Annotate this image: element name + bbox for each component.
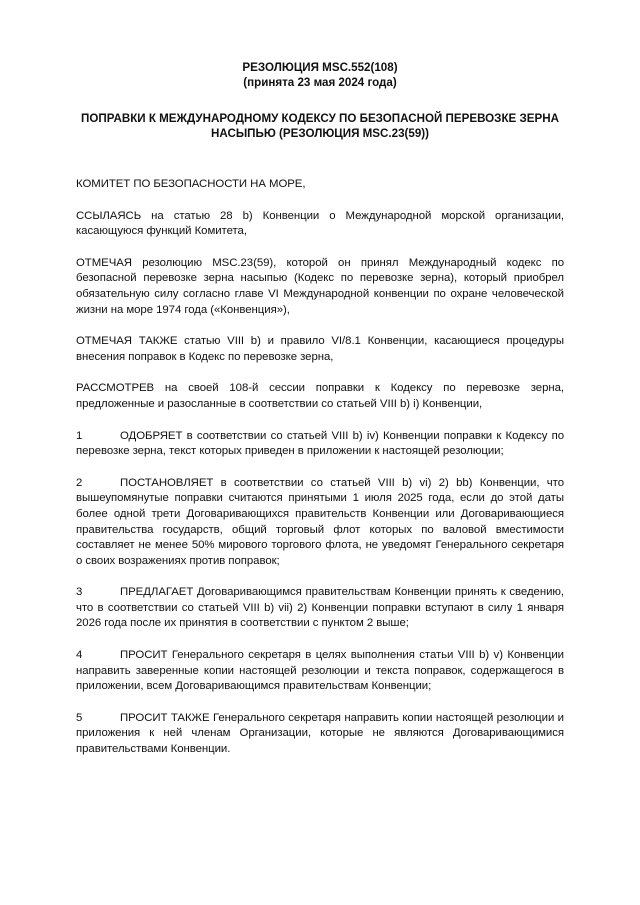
paragraph-number: 4: [76, 649, 83, 662]
operative-paragraph: [76, 585, 564, 632]
preamble-paragraph: ОТМЕЧАЯ резолюцию MSC.23(59), которой он принял Международный кодекс по безопасной перевозке зерна насыпью (Кодекс по перевозке зерна), который приобрел обязательную силу согласно главе VI Международной конвенции по охране человеческой жизни на море 1974 года («Конвенция»),: [76, 256, 564, 316]
preamble-paragraph: ОТМЕЧАЯ ТАКЖЕ статью VIII b) и правило VI/8.1 Конвенции, касающиеся процедуры внесения поправок в Кодекс по перевозке зерна,: [76, 335, 564, 363]
adoption-date: (принята 23 мая 2024 года): [243, 76, 397, 89]
document-title: ПОПРАВКИ К МЕЖДУНАРОДНОМУ КОДЕКСУ ПО БЕЗОПАСНОЙ ПЕРЕВОЗКЕ ЗЕРНА НАСЫПЬЮ (РЕЗОЛЮЦИЯ MSC.23(59)): [81, 112, 559, 140]
preamble-paragraph: РАССМОТРЕВ на своей 108-й сессии поправки к Кодексу по перевозке зерна, предложенные и разосланные в соответствии со статьей VIII b) i) Конвенции,: [76, 382, 564, 410]
paragraph-number: 2: [76, 476, 83, 489]
paragraph-text: ПРОСИТ Генерального секретаря в целях выполнения статьи VIII b) v) Конвенции направить заверенные копии настоящей резолюции и текста поправок, содержащегося в приложении, всем Договаривающимся правительствам Конвенции;: [76, 649, 564, 693]
paragraph-text: ПРОСИТ ТАКЖЕ Генерального секретаря направить копии настоящей резолюции и приложения к ней членам Организации, которые не являются Договаривающимися правительствами Конвенции.: [76, 711, 564, 756]
paragraph-text: ПОСТАНОВЛЯЕТ в соответствии со статьей VIII b) vi) 2) bb) Конвенции, что вышеупомянутые поправки считаются принятыми 1 июля 2025 года, если до этой даты более одной трети Договаривающихся правительств Конвенции или Договаривающиеся правительства государств, общий торговый флот которых по валовой вместимости составляет не менее 50% мирового торгового флота, не уведомят Генерального секретаря о своих возражениях против поправок;: [76, 476, 564, 567]
paragraph-number: 3: [76, 586, 83, 599]
operative-paragraph: [76, 711, 564, 758]
preamble-paragraph: КОМИТЕТ ПО БЕЗОПАСНОСТИ НА МОРЕ,: [76, 178, 306, 190]
paragraph-text: ОДОБРЯЕТ в соответствии со статьей VIII b) iv) Конвенции поправки к Кодексу по перевозке зерна, текст которых приведен в приложении к настоящей резолюции;: [76, 429, 564, 458]
paragraph-text: ПРЕДЛАГАЕТ Договаривающимся правительствам Конвенции принять к сведению, что в соответствии со статьей VIII b) vii) 2) Конвенции поправки вступают в силу 1 января 2026 года после их принятия в соответствии с пунктом 2 выше;: [76, 586, 564, 630]
operative-paragraph: [76, 429, 564, 460]
document-page: [76, 60, 564, 774]
operative-paragraph: [76, 648, 564, 695]
paragraph-number: 1: [76, 429, 83, 442]
preamble-paragraph: ССЫЛАЯСЬ на статью 28 b) Конвенции о Международной морской организации, касающуюся функций Комитета,: [76, 209, 564, 238]
operative-paragraph: [76, 476, 564, 570]
resolution-number: РЕЗОЛЮЦИЯ MSC.552(108): [242, 61, 398, 74]
paragraph-number: 5: [76, 711, 83, 724]
